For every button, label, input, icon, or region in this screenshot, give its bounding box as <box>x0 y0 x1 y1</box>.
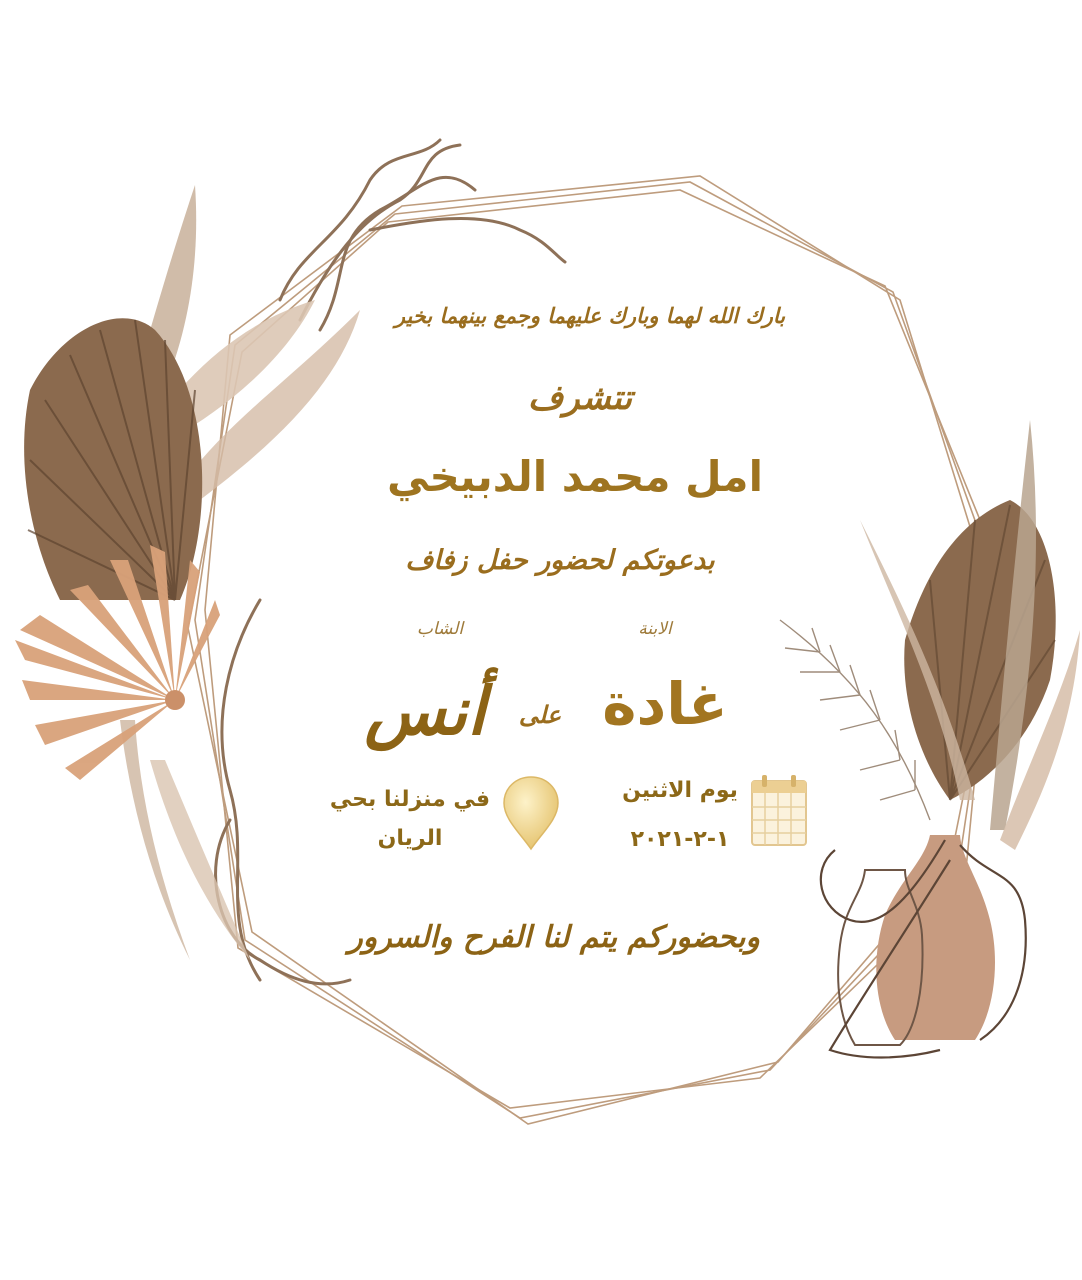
groom-label: الشاب <box>416 619 464 639</box>
event-day: يوم الاثنين <box>622 778 738 803</box>
left-fan-leaf <box>24 318 202 600</box>
conjunction-word: على <box>518 700 562 729</box>
event-date: ١-٢-٢٠٢١ <box>630 827 730 852</box>
honor-word: تتشرف <box>527 378 633 418</box>
invite-line: بدعوتكم لحضور حفل زفاف <box>405 545 715 576</box>
calendar-icon <box>750 775 808 847</box>
host-name: امل محمد الدبيخي <box>387 452 763 501</box>
blessing-line: بارك الله لهما وبارك عليهما وجمع بينهما بخير <box>394 303 786 328</box>
bride-label: الابنة <box>638 619 672 639</box>
vase-group <box>838 835 995 1045</box>
closing-line: وبحضوركم يتم لنا الفرح والسرور <box>348 920 760 955</box>
venue-line-1: في منزلنا بحي <box>329 787 491 812</box>
groom-name: أنس <box>364 672 486 750</box>
venue-line-2: الريان <box>377 826 443 851</box>
bride-name: غادة <box>602 670 728 738</box>
location-pin-icon <box>500 775 562 851</box>
